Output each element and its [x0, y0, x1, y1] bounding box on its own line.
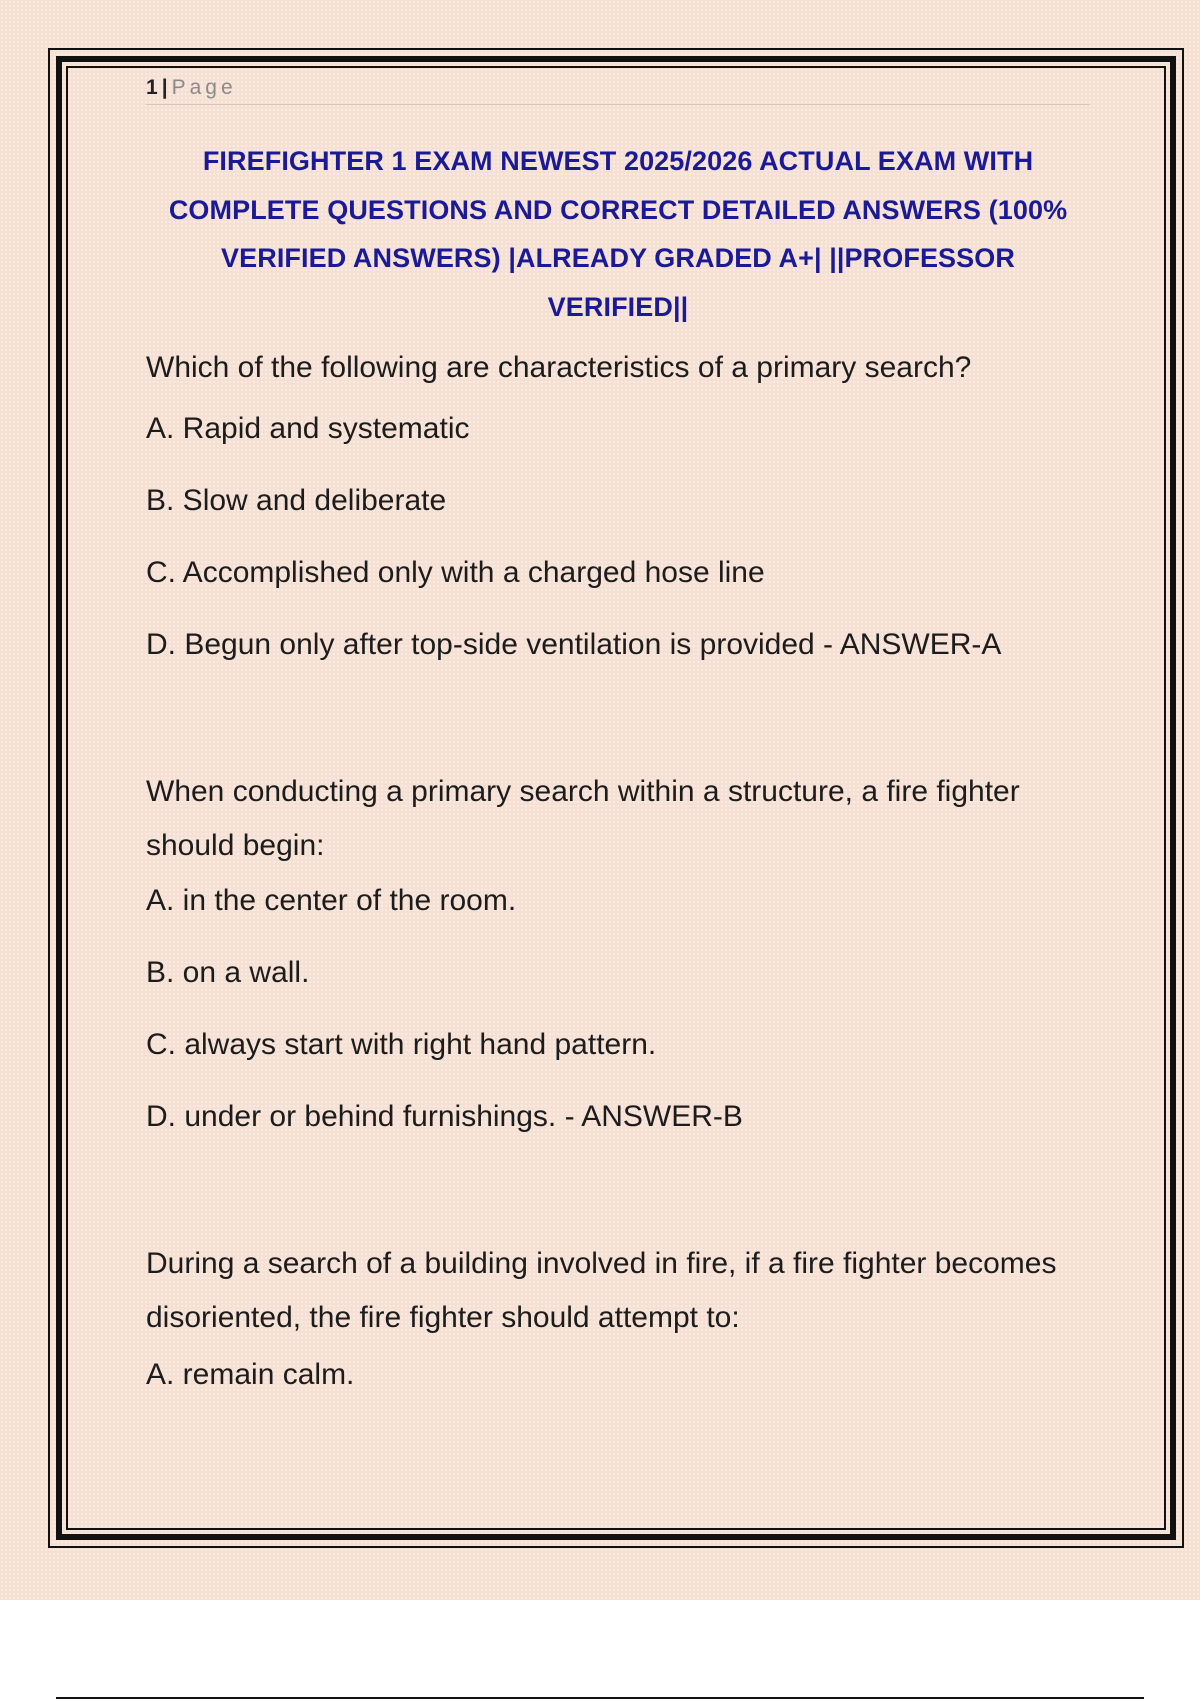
answer-option: A. remain calm.: [146, 1358, 355, 1391]
question-block: [146, 341, 1090, 663]
question-block: [146, 1237, 1090, 1393]
question-text: When conducting a primary search within a structure, a fire fighter should begin:: [146, 775, 1020, 862]
title-line: COMPLETE QUESTIONS AND CORRECT DETAILED ANSWERS (100%: [168, 194, 1068, 225]
title-line: VERIFIED||: [547, 291, 689, 322]
answer-option: D. Begun only after top-side ventilation is provided - ANSWER-A: [146, 628, 1002, 661]
page-label: Page: [171, 76, 237, 99]
answer-option: C. always start with right hand pattern.: [146, 1028, 657, 1061]
page-divider-line: [56, 1697, 1144, 1699]
answer-option: D. under or behind furnishings. - ANSWER-B: [146, 1100, 743, 1133]
answer-option: B. Slow and deliberate: [146, 484, 447, 517]
page-header: [146, 72, 1090, 105]
document-body: [146, 72, 1090, 1393]
title-line: FIREFIGHTER 1 EXAM NEWEST 2025/2026 ACTUAL EXAM WITH: [202, 146, 1034, 176]
answer-option: C. Accomplished only with a charged hose line: [146, 556, 765, 589]
page-number: 1: [146, 76, 158, 99]
answer-option: A. Rapid and systematic: [146, 412, 470, 445]
question-text: During a search of a building involved in fire, if a fire fighter becomes disoriented, the fire fighter should attempt to:: [146, 1247, 1057, 1334]
answer-option: B. on a wall.: [146, 956, 310, 989]
question-block: [146, 765, 1090, 1135]
question-text: Which of the following are characteristics of a primary search?: [146, 351, 972, 384]
answer-option: A. in the center of the room.: [146, 884, 517, 917]
page-separator: |: [161, 76, 168, 99]
title-line: VERIFIED ANSWERS) |ALREADY GRADED A+| ||PROFESSOR: [221, 243, 1015, 273]
document-title: [146, 137, 1090, 331]
